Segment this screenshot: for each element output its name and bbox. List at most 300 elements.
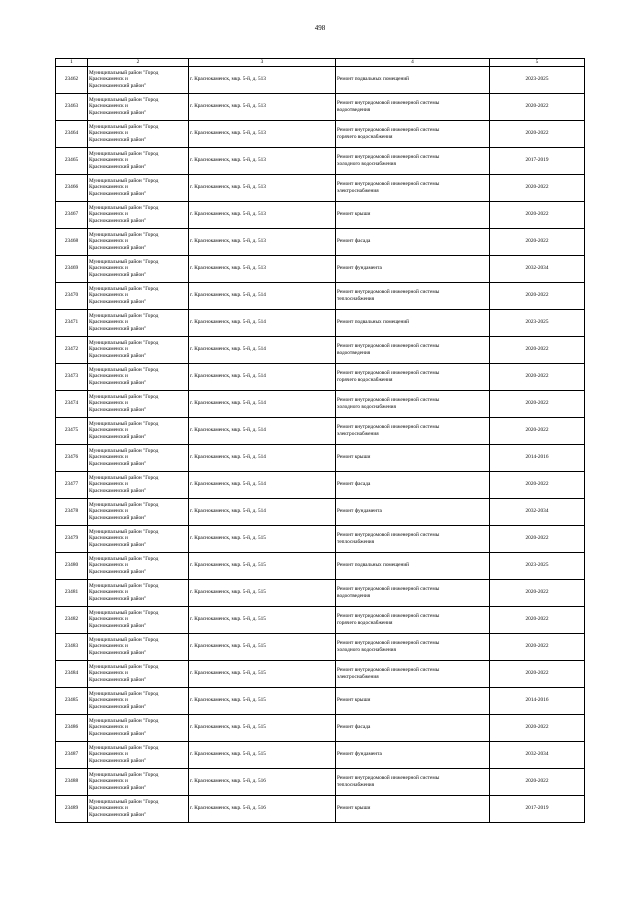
municipality-line: Муниципальный район "Город [89, 285, 159, 292]
work-type-cell [336, 498, 490, 525]
work-type-line: горячего водоснабжения [337, 619, 393, 626]
municipality-cell [88, 741, 189, 768]
work-type-cell [336, 93, 490, 120]
municipality-cell [88, 606, 189, 633]
work-type-line: Ремонт внутридомовой инженерной системы [337, 343, 440, 349]
municipality-line: Краснокаменский район" [89, 406, 147, 413]
municipality-line: Краснокаменск и [89, 76, 128, 83]
work-type-cell [336, 579, 490, 606]
municipality-line: Муниципальный район "Город [89, 582, 159, 589]
work-type-line: теплоснабжения [337, 781, 375, 788]
table-row [56, 471, 585, 498]
row-number: 23482 [56, 606, 88, 633]
column-number: 4 [336, 59, 490, 67]
municipality-line: Краснокаменск и [89, 670, 128, 677]
period-cell: 2020-2022 [490, 579, 585, 606]
table-row [56, 174, 585, 201]
municipality-line: Муниципальный район "Город [89, 231, 159, 238]
municipality-line: Муниципальный район "Город [89, 150, 159, 157]
work-type-line: Ремонт подвальных помещений [337, 76, 409, 83]
work-type-cell [336, 120, 490, 147]
row-number: 23467 [56, 201, 88, 228]
address-cell: г. Краснокаменск, мкр. 5-й, д. 514 [189, 282, 336, 309]
municipality-line: Краснокаменск и [89, 454, 128, 461]
work-type-line: Ремонт внутридомовой инженерной системы [337, 424, 440, 430]
work-type-line: водоотведения [337, 349, 371, 356]
work-type-line: водоотведения [337, 106, 371, 113]
municipality-line: Муниципальный район "Город [89, 177, 159, 184]
table-row [56, 525, 585, 552]
municipality-line: Краснокаменский район" [89, 676, 147, 683]
municipality-line: Краснокаменский район" [89, 379, 147, 386]
municipality-cell [88, 174, 189, 201]
municipality-line: Краснокаменск и [89, 103, 128, 110]
address-cell: г. Краснокаменск, мкр. 5-й, д. 513 [189, 120, 336, 147]
address-cell: г. Краснокаменск, мкр. 5-й, д. 513 [189, 228, 336, 255]
work-type-line: Ремонт внутридомовой инженерной системы [337, 667, 440, 673]
address-cell: г. Краснокаменск, мкр. 5-й, д. 514 [189, 471, 336, 498]
row-number: 23487 [56, 741, 88, 768]
municipality-line: Краснокаменск и [89, 697, 128, 704]
municipality-line: Краснокаменск и [89, 508, 128, 515]
municipality-line: Муниципальный район "Город [89, 312, 159, 319]
work-type-cell [336, 741, 490, 768]
period-cell: 2020-2022 [490, 363, 585, 390]
table-row [56, 336, 585, 363]
municipality-cell [88, 390, 189, 417]
address-cell: г. Краснокаменск, мкр. 5-й, д. 515 [189, 741, 336, 768]
work-type-cell [336, 660, 490, 687]
work-type-cell [336, 606, 490, 633]
municipality-cell [88, 444, 189, 471]
work-type-cell [336, 417, 490, 444]
municipality-line: Муниципальный район "Город [89, 501, 159, 508]
work-type-cell [336, 228, 490, 255]
row-number: 23486 [56, 714, 88, 741]
municipality-line: Краснокаменский район" [89, 433, 147, 440]
municipality-line: Краснокаменский район" [89, 595, 147, 602]
address-cell: г. Краснокаменск, мкр. 5-й, д. 514 [189, 309, 336, 336]
row-number: 23466 [56, 174, 88, 201]
municipality-line: Краснокаменский район" [89, 325, 147, 332]
municipality-cell [88, 687, 189, 714]
municipality-cell [88, 795, 189, 822]
municipality-line: Краснокаменский район" [89, 109, 147, 116]
row-number: 23483 [56, 633, 88, 660]
address-cell: г. Краснокаменск, мкр. 5-й, д. 515 [189, 579, 336, 606]
work-type-line: Ремонт внутридомовой инженерной системы [337, 586, 440, 592]
period-cell: 2020-2022 [490, 120, 585, 147]
municipality-line: Муниципальный район "Город [89, 744, 159, 751]
table-row [56, 255, 585, 282]
address-cell: г. Краснокаменск, мкр. 5-й, д. 515 [189, 660, 336, 687]
work-type-line: Ремонт внутридомовой инженерной системы [337, 100, 440, 106]
municipality-line: Краснокаменский район" [89, 730, 147, 737]
municipality-line: Краснокаменский район" [89, 190, 147, 197]
address-cell: г. Краснокаменск, мкр. 5-й, д. 515 [189, 687, 336, 714]
municipality-line: Краснокаменск и [89, 238, 128, 245]
row-number: 23463 [56, 93, 88, 120]
period-cell: 2020-2022 [490, 93, 585, 120]
period-cell: 2020-2022 [490, 633, 585, 660]
period-cell: 2020-2022 [490, 174, 585, 201]
work-type-cell [336, 390, 490, 417]
table-row [56, 714, 585, 741]
municipality-cell [88, 201, 189, 228]
municipality-line: Муниципальный район "Город [89, 528, 159, 535]
period-cell: 2020-2022 [490, 228, 585, 255]
municipality-line: Краснокаменский район" [89, 82, 147, 89]
column-number-row [56, 59, 585, 67]
work-type-cell [336, 336, 490, 363]
address-cell: г. Краснокаменск, мкр. 5-й, д. 515 [189, 525, 336, 552]
address-cell: г. Краснокаменск, мкр. 5-й, д. 515 [189, 606, 336, 633]
municipality-line: Краснокаменск и [89, 400, 128, 407]
work-type-line: Ремонт внутридомовой инженерной системы [337, 289, 440, 295]
table-row [56, 498, 585, 525]
work-type-cell [336, 255, 490, 282]
period-cell: 2020-2022 [490, 471, 585, 498]
municipality-line: Муниципальный район "Город [89, 555, 159, 562]
row-number: 23480 [56, 552, 88, 579]
municipality-line: Краснокаменск и [89, 805, 128, 812]
period-cell: 2017-2019 [490, 795, 585, 822]
municipality-line: Муниципальный район "Город [89, 204, 159, 211]
municipality-line: Муниципальный район "Город [89, 123, 159, 130]
work-type-line: Ремонт крыши [337, 454, 371, 461]
work-type-line: Ремонт подвальных помещений [337, 562, 409, 569]
municipality-line: Краснокаменск и [89, 724, 128, 731]
row-number: 23471 [56, 309, 88, 336]
period-cell: 2032-2034 [490, 498, 585, 525]
work-type-line: горячего водоснабжения [337, 376, 393, 383]
work-type-line: Ремонт фундамента [337, 751, 382, 758]
municipality-line: Краснокаменск и [89, 265, 128, 272]
row-number: 23481 [56, 579, 88, 606]
municipality-line: Муниципальный район "Город [89, 96, 159, 103]
table-row [56, 795, 585, 822]
period-cell: 2020-2022 [490, 282, 585, 309]
column-number: 5 [490, 59, 585, 67]
municipality-cell [88, 363, 189, 390]
table-row [56, 282, 585, 309]
municipality-line: Краснокаменский район" [89, 811, 147, 818]
period-cell: 2023-2025 [490, 309, 585, 336]
municipality-line: Краснокаменский район" [89, 487, 147, 494]
municipality-line: Краснокаменский район" [89, 217, 147, 224]
municipality-line: Краснокаменск и [89, 535, 128, 542]
table-row [56, 660, 585, 687]
row-number: 23469 [56, 255, 88, 282]
row-number: 23477 [56, 471, 88, 498]
period-cell: 2020-2022 [490, 660, 585, 687]
address-cell: г. Краснокаменск, мкр. 5-й, д. 516 [189, 768, 336, 795]
work-type-line: водоотведения [337, 592, 371, 599]
municipality-cell [88, 417, 189, 444]
address-cell: г. Краснокаменск, мкр. 5-й, д. 513 [189, 255, 336, 282]
municipality-line: Муниципальный район "Город [89, 366, 159, 373]
work-type-line: холодного водоснабжения [337, 160, 396, 167]
row-number: 23464 [56, 120, 88, 147]
work-type-cell [336, 471, 490, 498]
work-type-cell [336, 309, 490, 336]
municipality-line: Муниципальный район "Город [89, 663, 159, 670]
work-type-cell [336, 66, 490, 93]
municipality-line: Краснокаменск и [89, 346, 128, 353]
municipality-cell [88, 93, 189, 120]
municipality-cell [88, 471, 189, 498]
table-row [56, 687, 585, 714]
column-number: 3 [189, 59, 336, 67]
table-row [56, 552, 585, 579]
municipality-line: Краснокаменский район" [89, 568, 147, 575]
address-cell: г. Краснокаменск, мкр. 5-й, д. 515 [189, 633, 336, 660]
address-cell: г. Краснокаменск, мкр. 5-й, д. 513 [189, 174, 336, 201]
address-cell: г. Краснокаменск, мкр. 5-й, д. 516 [189, 795, 336, 822]
address-cell: г. Краснокаменск, мкр. 5-й, д. 515 [189, 714, 336, 741]
municipality-line: Краснокаменский район" [89, 622, 147, 629]
address-cell: г. Краснокаменск, мкр. 5-й, д. 513 [189, 66, 336, 93]
work-type-line: Ремонт фундамента [337, 508, 382, 515]
period-cell: 2032-2034 [490, 255, 585, 282]
municipality-line: Краснокаменский район" [89, 784, 147, 791]
municipality-line: Краснокаменский район" [89, 244, 147, 251]
municipality-line: Краснокаменск и [89, 616, 128, 623]
municipality-line: Краснокаменский район" [89, 163, 147, 170]
work-type-line: холодного водоснабжения [337, 403, 396, 410]
work-type-line: Ремонт крыши [337, 697, 371, 704]
municipality-line: Краснокаменск и [89, 751, 128, 758]
municipality-line: Муниципальный район "Город [89, 798, 159, 805]
work-type-line: Ремонт подвальных помещений [337, 319, 409, 326]
table-row [56, 633, 585, 660]
municipality-line: Краснокаменский район" [89, 298, 147, 305]
work-type-line: Ремонт внутридомовой инженерной системы [337, 181, 440, 187]
municipality-line: Муниципальный район "Город [89, 447, 159, 454]
work-type-line: теплоснабжения [337, 538, 375, 545]
column-number: 1 [56, 59, 88, 67]
municipality-cell [88, 633, 189, 660]
municipality-line: Муниципальный район "Город [89, 717, 159, 724]
period-cell: 2017-2019 [490, 147, 585, 174]
address-cell: г. Краснокаменск, мкр. 5-й, д. 514 [189, 444, 336, 471]
work-type-line: Ремонт внутридомовой инженерной системы [337, 775, 440, 781]
capital-repair-table [55, 58, 585, 823]
address-cell: г. Краснокаменск, мкр. 5-й, д. 513 [189, 147, 336, 174]
municipality-line: Краснокаменский район" [89, 136, 147, 143]
work-type-line: Ремонт внутридомовой инженерной системы [337, 154, 440, 160]
work-type-line: Ремонт крыши [337, 211, 371, 218]
address-cell: г. Краснокаменск, мкр. 5-й, д. 514 [189, 498, 336, 525]
municipality-cell [88, 525, 189, 552]
work-type-cell [336, 282, 490, 309]
period-cell: 2032-2034 [490, 741, 585, 768]
work-type-line: Ремонт внутридомовой инженерной системы [337, 370, 440, 376]
period-cell: 2014-2016 [490, 687, 585, 714]
municipality-cell [88, 120, 189, 147]
work-type-line: Ремонт фундамента [337, 265, 382, 272]
work-type-cell [336, 444, 490, 471]
row-number: 23465 [56, 147, 88, 174]
municipality-line: Краснокаменск и [89, 481, 128, 488]
municipality-line: Краснокаменск и [89, 319, 128, 326]
municipality-line: Муниципальный район "Город [89, 636, 159, 643]
period-cell: 2020-2022 [490, 390, 585, 417]
municipality-line: Краснокаменск и [89, 211, 128, 218]
column-number: 2 [88, 59, 189, 67]
municipality-line: Краснокаменский район" [89, 649, 147, 656]
work-type-line: горячего водоснабжения [337, 133, 393, 140]
municipality-line: Краснокаменский район" [89, 703, 147, 710]
work-type-line: Ремонт фасада [337, 724, 371, 731]
row-number: 23473 [56, 363, 88, 390]
municipality-line: Краснокаменск и [89, 157, 128, 164]
work-type-line: Ремонт внутридомовой инженерной системы [337, 532, 440, 538]
period-cell: 2020-2022 [490, 525, 585, 552]
work-type-line: Ремонт фасада [337, 238, 371, 245]
address-cell: г. Краснокаменск, мкр. 5-й, д. 514 [189, 390, 336, 417]
period-cell: 2020-2022 [490, 417, 585, 444]
work-type-line: Ремонт крыши [337, 805, 371, 812]
municipality-cell [88, 552, 189, 579]
period-cell: 2020-2022 [490, 336, 585, 363]
municipality-cell [88, 768, 189, 795]
table-row [56, 768, 585, 795]
work-type-cell [336, 174, 490, 201]
work-type-cell [336, 687, 490, 714]
municipality-line: Муниципальный район "Город [89, 69, 159, 76]
work-type-cell [336, 795, 490, 822]
row-number: 23485 [56, 687, 88, 714]
row-number: 23474 [56, 390, 88, 417]
address-cell: г. Краснокаменск, мкр. 5-й, д. 514 [189, 336, 336, 363]
municipality-cell [88, 255, 189, 282]
work-type-cell [336, 363, 490, 390]
work-type-cell [336, 714, 490, 741]
municipality-line: Краснокаменский район" [89, 352, 147, 359]
municipality-cell [88, 66, 189, 93]
municipality-line: Муниципальный район "Город [89, 258, 159, 265]
period-cell: 2020-2022 [490, 201, 585, 228]
work-type-cell [336, 525, 490, 552]
table-row [56, 606, 585, 633]
work-type-line: электроснабжения [337, 430, 379, 437]
municipality-line: Краснокаменск и [89, 643, 128, 650]
row-number: 23484 [56, 660, 88, 687]
municipality-line: Муниципальный район "Город [89, 474, 159, 481]
work-type-line: Ремонт фасада [337, 481, 371, 488]
address-cell: г. Краснокаменск, мкр. 5-й, д. 513 [189, 93, 336, 120]
municipality-line: Краснокаменск и [89, 589, 128, 596]
work-type-line: электроснабжения [337, 673, 379, 680]
municipality-line: Краснокаменск и [89, 778, 128, 785]
work-type-cell [336, 768, 490, 795]
municipality-line: Муниципальный район "Город [89, 771, 159, 778]
table-row [56, 579, 585, 606]
work-type-line: Ремонт внутридомовой инженерной системы [337, 397, 440, 403]
period-cell: 2020-2022 [490, 768, 585, 795]
row-number: 23470 [56, 282, 88, 309]
municipality-cell [88, 336, 189, 363]
municipality-cell [88, 660, 189, 687]
address-cell: г. Краснокаменск, мкр. 5-й, д. 514 [189, 417, 336, 444]
work-type-line: Ремонт внутридомовой инженерной системы [337, 127, 440, 133]
work-type-cell [336, 552, 490, 579]
address-cell: г. Краснокаменск, мкр. 5-й, д. 513 [189, 201, 336, 228]
row-number: 23475 [56, 417, 88, 444]
address-cell: г. Краснокаменск, мкр. 5-й, д. 515 [189, 552, 336, 579]
table-row [56, 741, 585, 768]
municipality-cell [88, 228, 189, 255]
row-number: 23488 [56, 768, 88, 795]
work-type-line: теплоснабжения [337, 295, 375, 302]
municipality-cell [88, 282, 189, 309]
work-type-cell [336, 147, 490, 174]
table-row [56, 390, 585, 417]
table-row [56, 120, 585, 147]
period-cell: 2023-2025 [490, 552, 585, 579]
period-cell: 2014-2016 [490, 444, 585, 471]
municipality-line: Муниципальный район "Город [89, 609, 159, 616]
table-row [56, 444, 585, 471]
work-type-cell [336, 633, 490, 660]
work-type-line: Ремонт внутридомовой инженерной системы [337, 640, 440, 646]
row-number: 23468 [56, 228, 88, 255]
municipality-cell [88, 309, 189, 336]
municipality-cell [88, 714, 189, 741]
municipality-line: Краснокаменский район" [89, 460, 147, 467]
table-row [56, 66, 585, 93]
municipality-line: Муниципальный район "Город [89, 339, 159, 346]
row-number: 23476 [56, 444, 88, 471]
table-row [56, 417, 585, 444]
page-number: 498 [314, 24, 326, 32]
municipality-line: Краснокаменск и [89, 292, 128, 299]
period-cell: 2020-2022 [490, 714, 585, 741]
period-cell: 2023-2025 [490, 66, 585, 93]
work-type-cell [336, 201, 490, 228]
municipality-cell [88, 579, 189, 606]
period-cell: 2020-2022 [490, 606, 585, 633]
table-row [56, 228, 585, 255]
table-row [56, 309, 585, 336]
municipality-line: Краснокаменский район" [89, 541, 147, 548]
table-row [56, 363, 585, 390]
municipality-line: Муниципальный район "Город [89, 690, 159, 697]
work-type-line: электроснабжения [337, 187, 379, 194]
municipality-line: Краснокаменск и [89, 184, 128, 191]
municipality-line: Краснокаменск и [89, 130, 128, 137]
table-row [56, 147, 585, 174]
municipality-line: Муниципальный район "Город [89, 393, 159, 400]
municipality-line: Муниципальный район "Город [89, 420, 159, 427]
municipality-line: Краснокаменск и [89, 373, 128, 380]
municipality-cell [88, 147, 189, 174]
row-number: 23462 [56, 66, 88, 93]
municipality-line: Краснокаменск и [89, 562, 128, 569]
municipality-line: Краснокаменский район" [89, 514, 147, 521]
work-type-line: Ремонт внутридомовой инженерной системы [337, 613, 440, 619]
row-number: 23489 [56, 795, 88, 822]
municipality-cell [88, 498, 189, 525]
municipality-line: Краснокаменский район" [89, 757, 147, 764]
municipality-line: Краснокаменский район" [89, 271, 147, 278]
address-cell: г. Краснокаменск, мкр. 5-й, д. 514 [189, 363, 336, 390]
row-number: 23472 [56, 336, 88, 363]
table-row [56, 201, 585, 228]
row-number: 23479 [56, 525, 88, 552]
table-row [56, 93, 585, 120]
